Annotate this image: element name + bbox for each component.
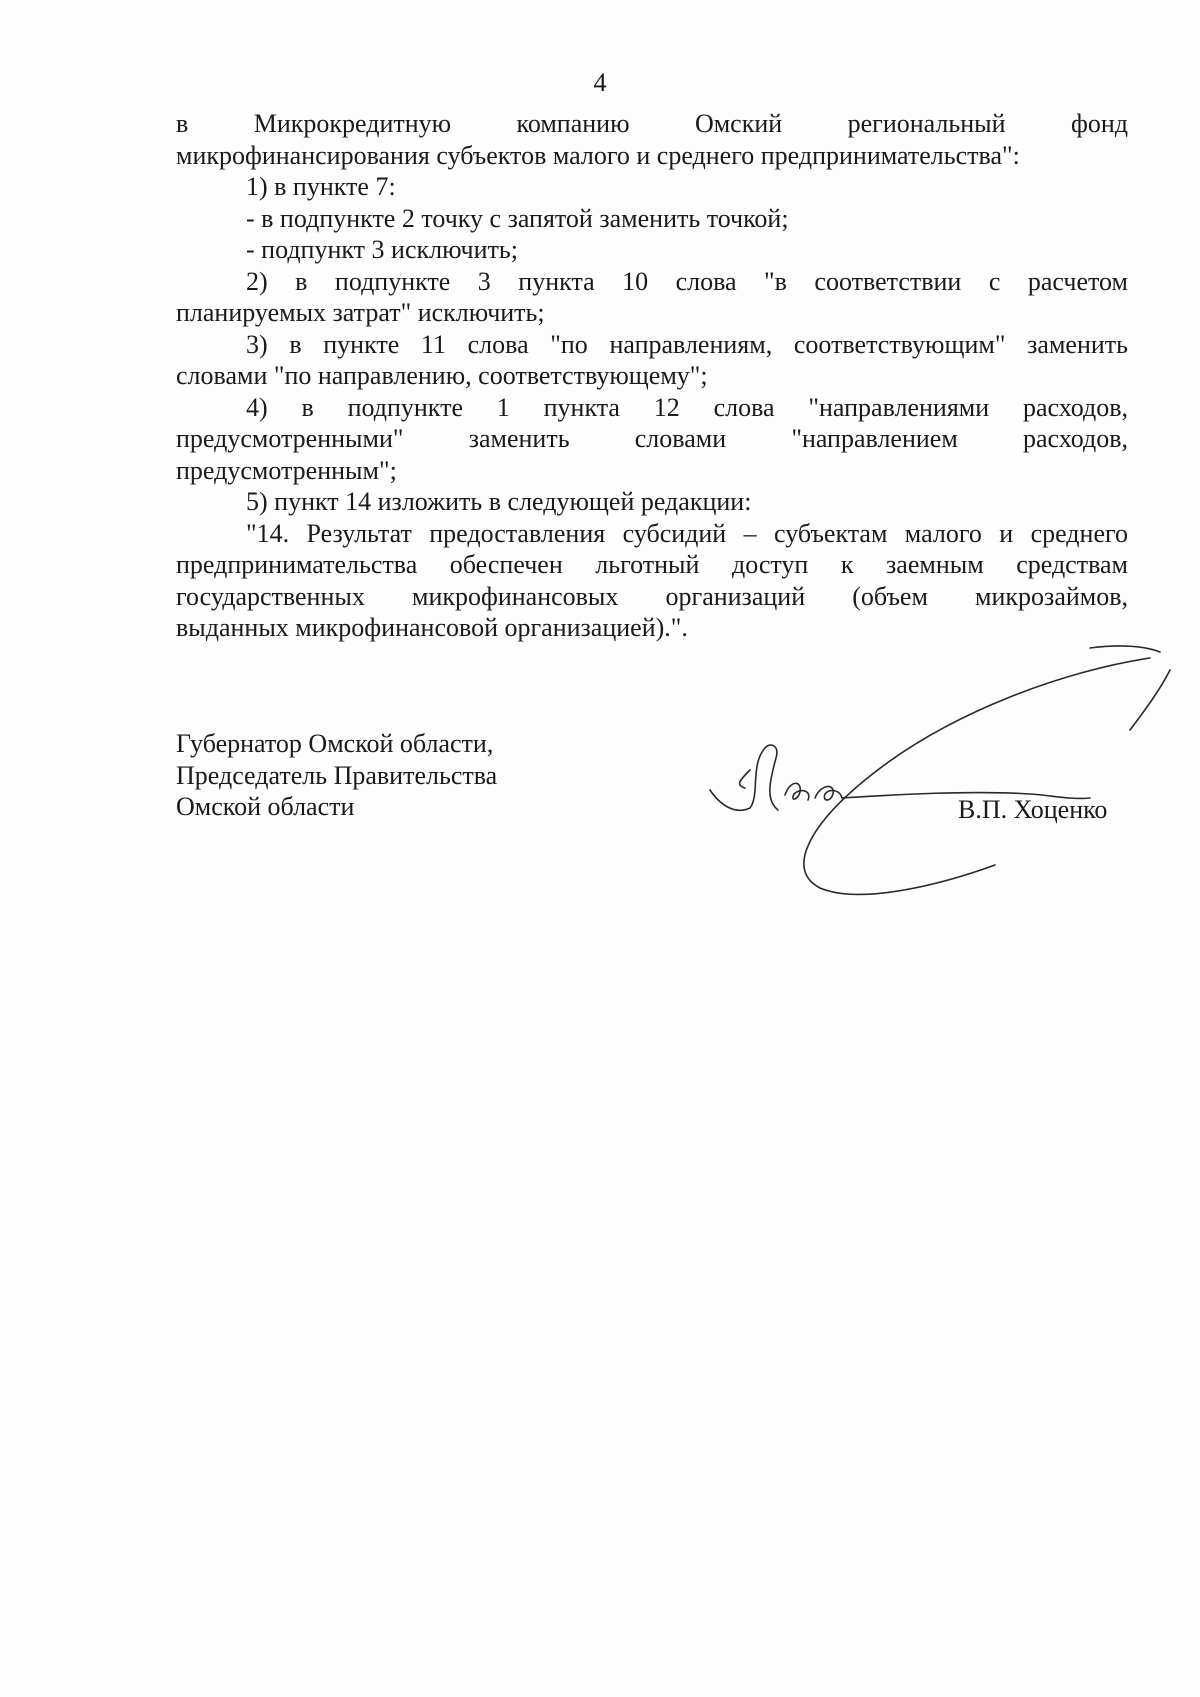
paragraph-line: в Микрокредитную компанию Омский региональный фонд [176, 109, 1128, 138]
paragraph-line: "14. Результат предоставления субсидий – субъектам малого и среднего [246, 518, 1128, 548]
paragraph-line: - подпункт 3 исключить; [246, 235, 518, 264]
paragraph-line: предусмотренным"; [176, 455, 397, 485]
paragraph-line: планируемых затрат" исключить; [176, 298, 545, 327]
paragraph-line: предусмотренными" заменить словами "направлением расходов, [176, 424, 1128, 453]
signatory-title-line: Омской области [176, 792, 355, 821]
page-number: 4 [593, 68, 607, 97]
document-body [176, 108, 1128, 644]
paragraph-line: 5) пункт 14 изложить в следующей редакции: [246, 487, 752, 516]
paragraph-line: микрофинансирования субъектов малого и среднего предпринимательства": [176, 140, 1020, 170]
paragraph-line: 3) в пункте 11 слова "по направлениям, соответствующим" заменить [246, 329, 1128, 359]
paragraph-line: государственных микрофинансовых организаций (объем микрозаймов, [176, 581, 1128, 611]
paragraph-line: 2) в подпункте 3 пункта 10 слова "в соответствии с расчетом [246, 266, 1128, 296]
paragraph-line: - в подпункте 2 точку с запятой заменить точкой; [246, 203, 789, 233]
paragraph-line: 1) в пункте 7: [246, 172, 396, 201]
signatory-title-line: Губернатор Омской области, [176, 729, 494, 758]
paragraph-line: словами "по направлению, соответствующему"; [176, 361, 708, 390]
signatory-title [176, 728, 497, 823]
signatory-name: В.П. Хоценко [958, 795, 1108, 824]
paragraph-line: выданных микрофинансовой организацией).". [176, 613, 688, 642]
paragraph-line: 4) в подпункте 1 пункта 12 слова "направлениями расходов, [246, 392, 1128, 422]
paragraph-line: предпринимательства обеспечен льготный доступ к заемным средствам [176, 550, 1128, 579]
signatory-title-line: Председатель Правительства [176, 760, 498, 790]
handwritten-signature [690, 630, 1190, 910]
